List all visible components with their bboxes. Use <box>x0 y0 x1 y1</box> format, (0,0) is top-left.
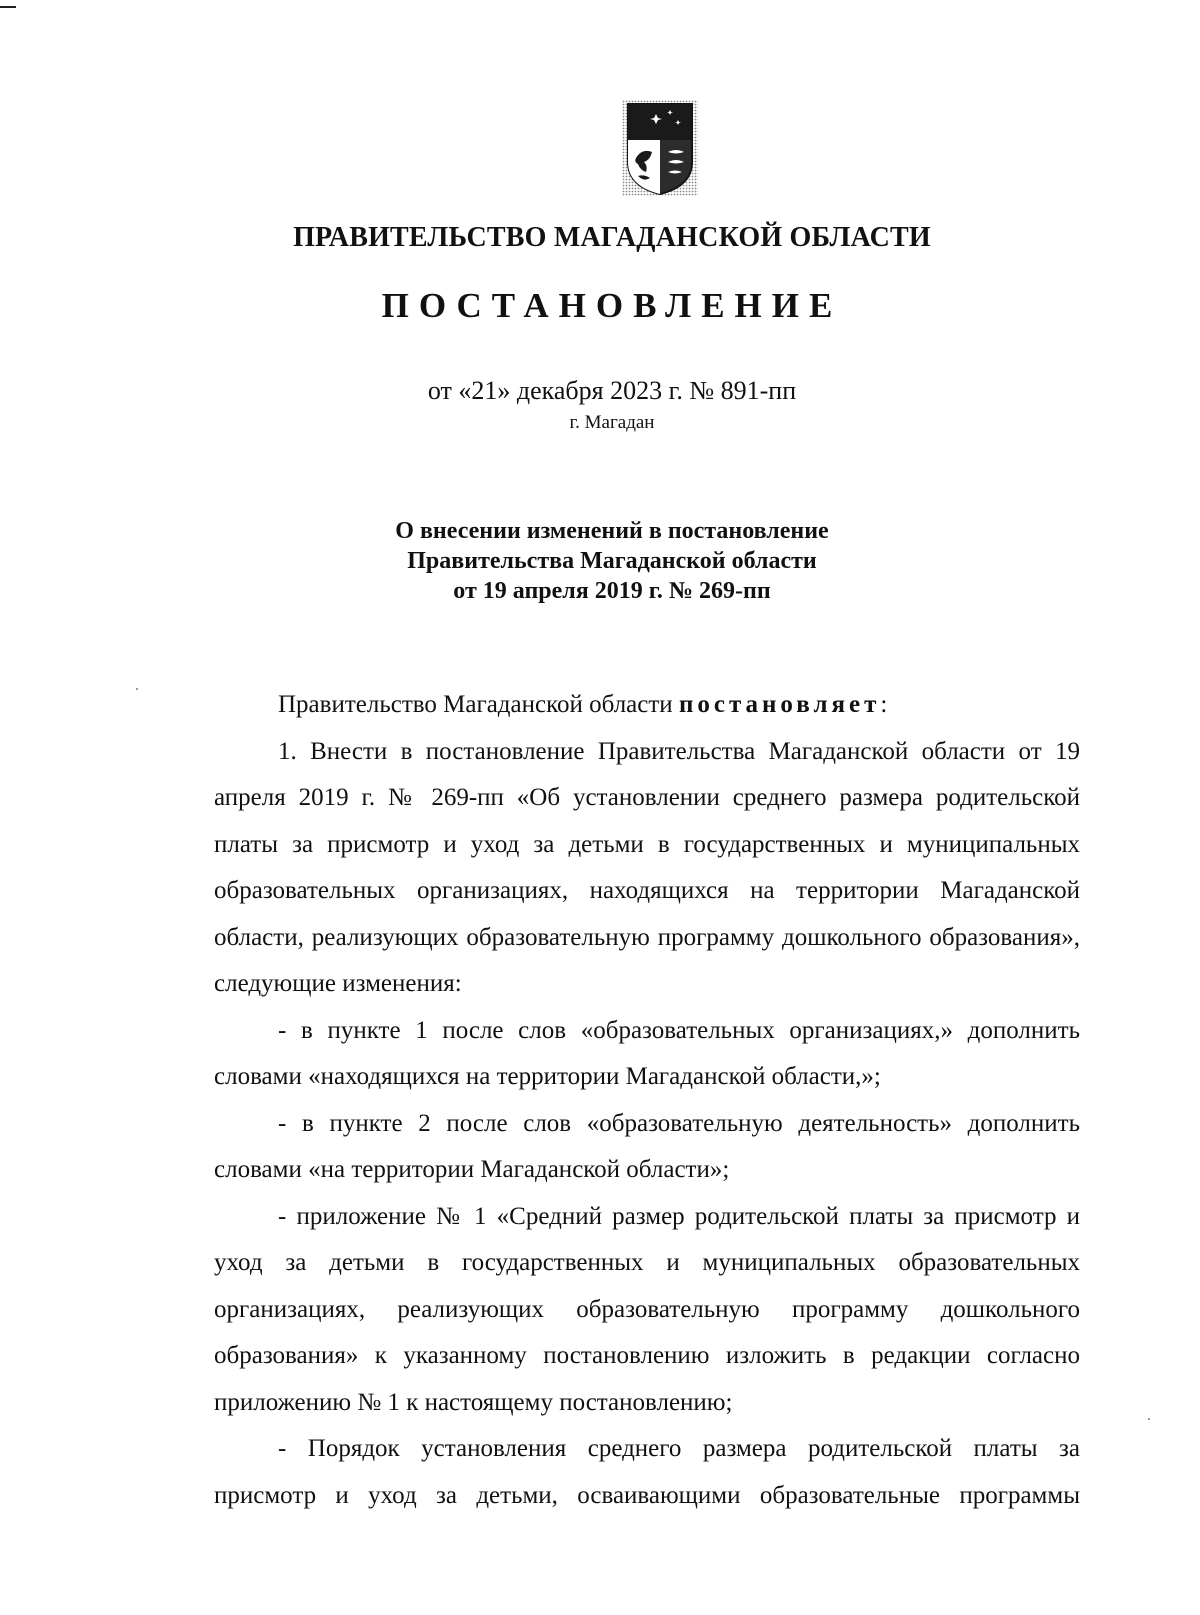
coat-of-arms-emblem <box>622 100 698 196</box>
paragraph-bullet-3: - приложение № 1 «Средний размер родительской платы за присмотр и уход за детьми в государственных и муниципальных образовательных организациях, реализующих образовательную программу дошкольного образования» к указанному постановлению изложить в редакции согласно приложению № 1 к настоящему постановлению; <box>214 1202 1080 1416</box>
document-body <box>214 682 1080 1519</box>
document-type-heading: ПОСТАНОВЛЕНИЕ <box>381 286 843 325</box>
paragraph-bullet-4: - Порядок установления среднего размера родительской платы за присмотр и уход за детьми, осваивающими образовательные программы <box>214 1435 1080 1509</box>
paragraph-bullet-1: - в пункте 1 после слов «образовательных организациях,» дополнить словами «находящихся на территории Магаданской области,»; <box>214 1016 1080 1090</box>
paragraph-item-1: 1. Внести в постановление Правительства Магаданской области от 19 апреля 2019 г. № 269-пп «Об установлении среднего размера родительской платы за присмотр и уход за детьми в государственных и муниципальных образовательных организациях, находящихся на территории Магаданской области, реализующих образовательную программу дошкольного образования», следующие изменения: <box>214 737 1080 997</box>
preamble-verb: постановляет <box>678 691 881 718</box>
preamble-colon: : <box>880 691 888 718</box>
government-title: ПРАВИТЕЛЬСТВО МАГАДАНСКОЙ ОБЛАСТИ <box>293 222 931 253</box>
scan-speck <box>136 688 138 690</box>
document-date-number: от «21» декабря 2023 г. № 891-пп <box>427 376 797 405</box>
preamble-paragraph <box>214 682 1080 729</box>
paragraph-bullet-2: - в пункте 2 после слов «образовательную деятельность» дополнить словами «на территории Магаданской области»; <box>214 1109 1080 1183</box>
subject-line: от 19 апреля 2019 г. № 269-пп <box>453 578 771 604</box>
scan-speck <box>1148 1418 1150 1420</box>
subject-line: О внесении изменений в постановление <box>395 518 829 544</box>
document-city: г. Магадан <box>569 412 655 433</box>
preamble-text: Правительство Магаданской области <box>278 691 679 718</box>
scan-corner-mark <box>0 6 16 8</box>
subject-line: Правительства Магаданской области <box>407 548 817 574</box>
document-subject <box>12 516 1200 606</box>
